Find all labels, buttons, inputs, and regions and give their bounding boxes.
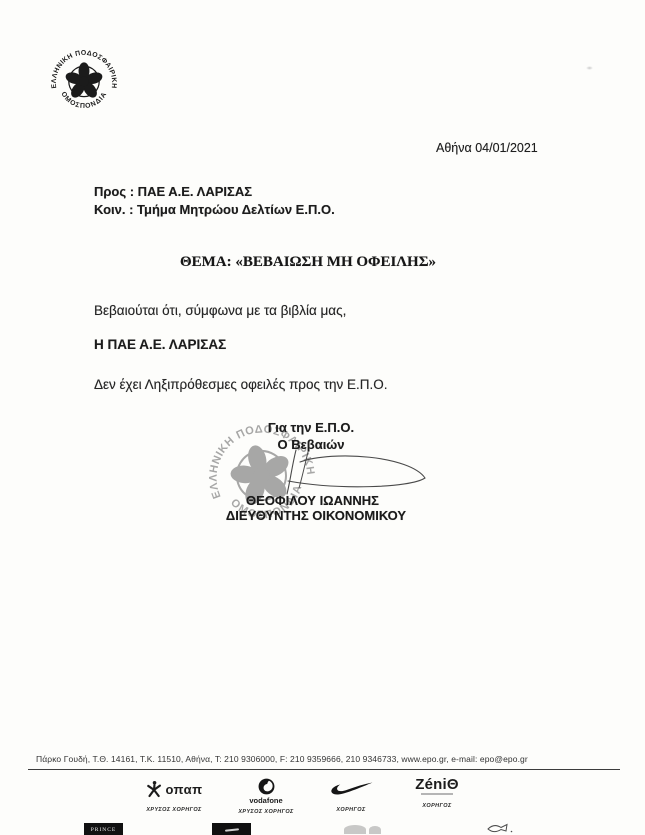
- opap-starman-icon: [145, 780, 163, 798]
- footer-address-line: Πάρκο Γουδή, Τ.Θ. 14161, Τ.Κ. 11510, Αθήνα, Τ: 210 9306000, F: 210 9359666, 210 9346733, www.epo.gr, e-mail: epo@epo.gr: [36, 754, 528, 764]
- vodafone-speechmark-icon: [258, 778, 275, 795]
- signatory-name: ΘΕΟΦΙΛΟΥ ΙΩΑΝΝΗΣ: [246, 493, 379, 508]
- signatory-title: ΔΙΕΥΘΥΝΤΗΣ ΟΙΚΟΝΟΜΙΚΟΥ: [225, 508, 407, 523]
- zenith-tagline-illegible: [421, 793, 453, 795]
- prince-wordmark: PRINCE: [90, 827, 117, 833]
- partial-logo-mark: [224, 828, 238, 831]
- sponsor-tier-label: ΧΟΡΗΓΟΣ: [422, 803, 452, 809]
- opap-logo: [145, 778, 202, 800]
- partial-logo-prince: [84, 823, 123, 835]
- sponsor-tier-label: ΧΡΥΣΟΣ ΧΟΡΗΓΟΣ: [238, 809, 294, 815]
- sponsor-tier-label: ΧΟΡΗΓΟΣ: [336, 807, 366, 813]
- nike-swoosh-icon: [328, 781, 374, 797]
- sponsor-tier-label: ΧΡΥΣΟΣ ΧΟΡΗΓΟΣ: [146, 807, 202, 813]
- footer-divider: [28, 769, 620, 770]
- vodafone-wordmark: vodafone: [249, 796, 283, 805]
- recipient-cc-line: Κοιν. : Τμήμα Μητρώου Δελτίων Ε.Π.Ο.: [94, 202, 335, 217]
- signature-certifier-line: Ο Βεβαιών: [277, 437, 345, 452]
- sponsor-nike: [311, 778, 391, 813]
- zenith-wordmark: ZéniΘ: [415, 776, 459, 793]
- opap-wordmark: οπαπ: [165, 781, 203, 797]
- signature-for-epo-line: Για την Ε.Π.Ο.: [267, 420, 355, 435]
- body-line-club-name: Η ΠΑΕ Α.Ε. ΛΑΡΙΣΑΣ: [94, 337, 227, 352]
- sponsor-zenith: [397, 778, 477, 809]
- body-line-no-debt: Δεν έχει Ληξιπρόθεσμες οφειλές προς την Ε.Π.Ο.: [94, 377, 388, 392]
- partial-logo-fish-icon: [486, 822, 516, 835]
- partial-logo-dark-rect: [212, 823, 251, 835]
- sponsor-opap: [134, 778, 214, 813]
- sponsor-vodafone: [226, 778, 306, 815]
- epo-federation-seal-logo: [45, 44, 123, 122]
- gray-blob: [369, 826, 381, 834]
- date-line: Αθήνα 04/01/2021: [436, 141, 538, 155]
- handwritten-signature: [272, 448, 440, 498]
- body-line-certify: Βεβαιούται ότι, σύμφωνα με τα βιβλία μας,: [94, 303, 347, 318]
- partial-logo-gray: [344, 825, 384, 834]
- scan-artifact: [586, 66, 593, 70]
- gray-blob: [344, 825, 366, 834]
- subject-line: ΘΕΜΑ: «ΒΕΒΑΙΩΣΗ ΜΗ ΟΦΕΙΛΗΣ»: [179, 254, 437, 270]
- recipient-to-line: Προς : ΠΑΕ Α.Ε. ΛΑΡΙΣΑΣ: [94, 184, 253, 199]
